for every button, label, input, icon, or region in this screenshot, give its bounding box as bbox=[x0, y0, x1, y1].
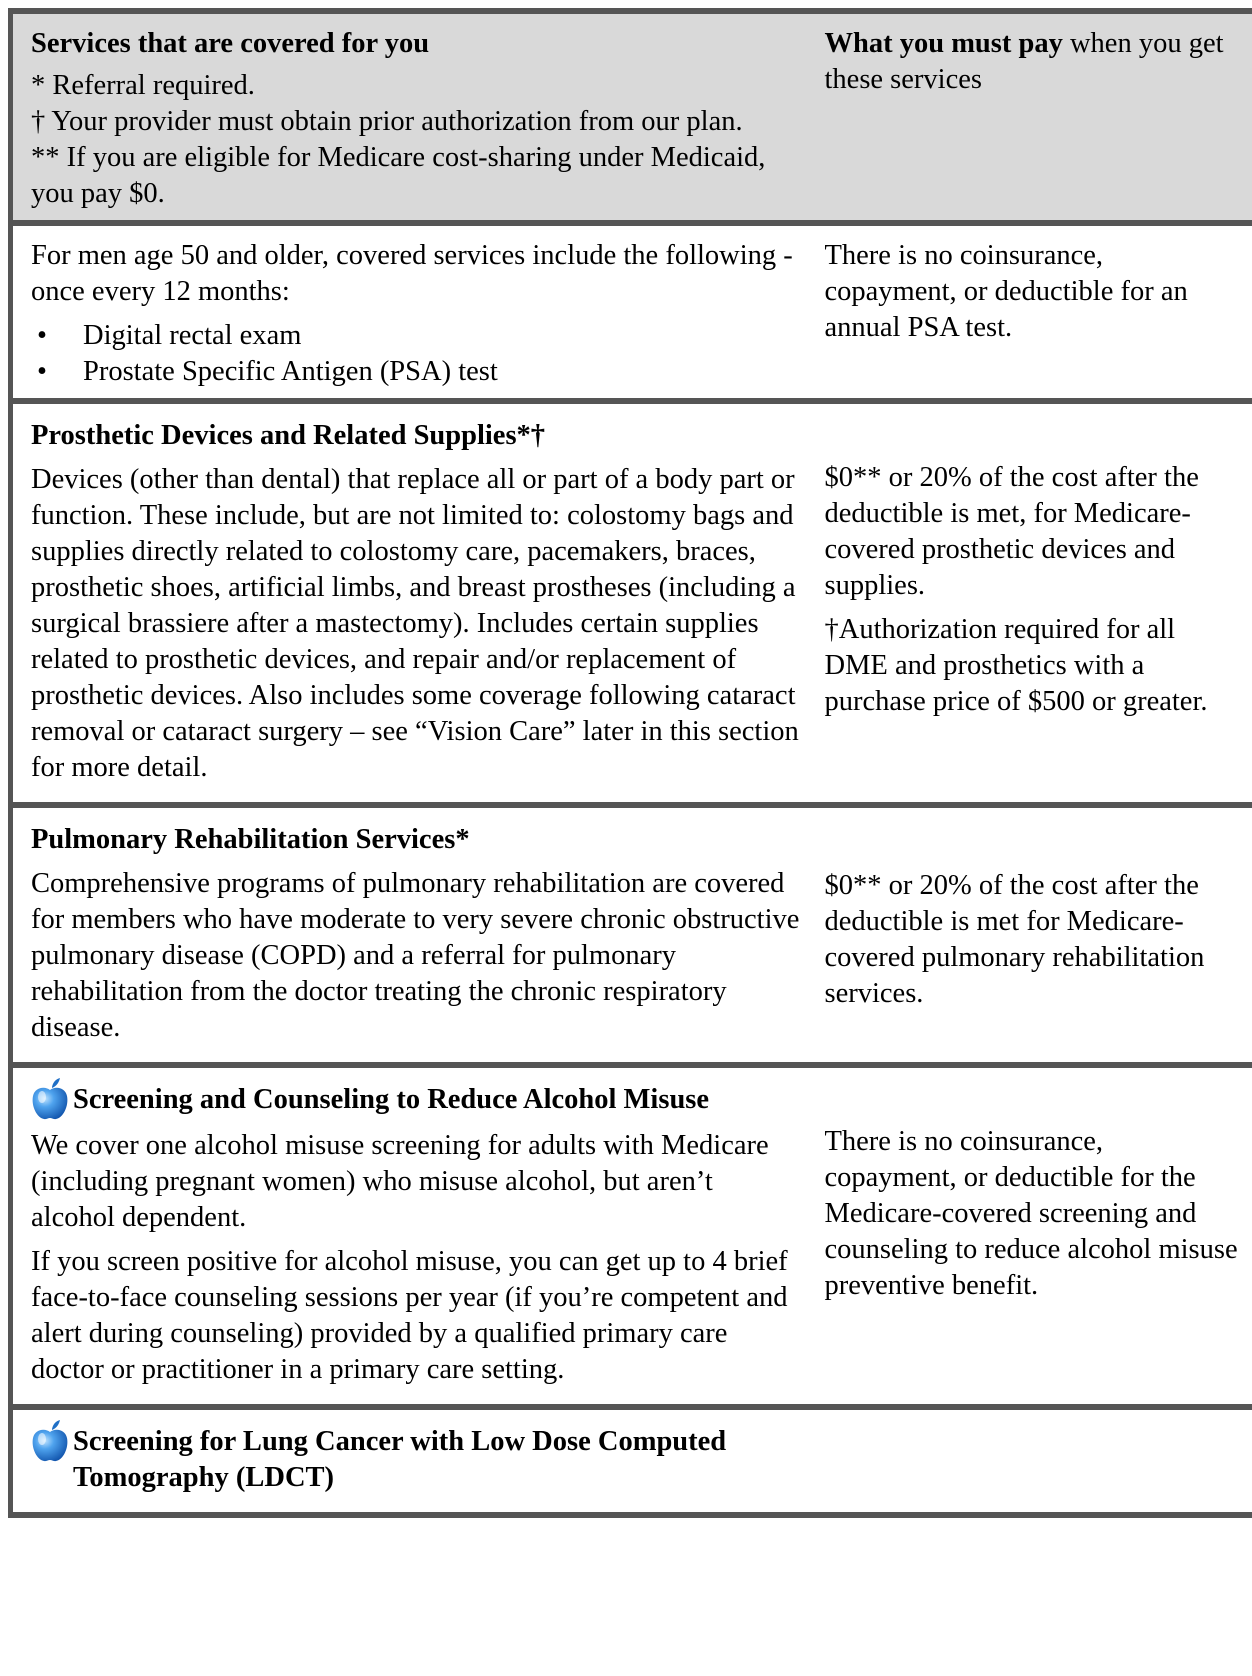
table-row-alcohol-screening bbox=[11, 1065, 1252, 1407]
service-title: Prosthetic Devices and Related Supplies*† bbox=[31, 420, 546, 451]
payment-cell bbox=[813, 805, 1252, 1065]
service-title: Pulmonary Rehabilitation Services* bbox=[31, 824, 470, 855]
header-note-referral: * Referral required. bbox=[31, 70, 255, 101]
benefits-table bbox=[8, 8, 1252, 1518]
payment-cell bbox=[813, 1065, 1252, 1407]
table-row-prostate-screening bbox=[11, 223, 1252, 401]
service-title: Screening for Lung Cancer with Low Dose Computed Tomography (LDCT) bbox=[73, 1426, 727, 1493]
payment-cell bbox=[813, 401, 1252, 805]
service-title-row bbox=[31, 1082, 803, 1120]
header-pay-subtitle: when you get these services bbox=[824, 28, 1224, 95]
header-services-title: Services that are covered for you bbox=[31, 28, 430, 59]
header-pay-title: What you must pay bbox=[824, 28, 1063, 59]
service-cell bbox=[11, 1065, 813, 1407]
table-row-prosthetic-devices bbox=[11, 401, 1252, 805]
service-description: For men age 50 and older, covered services include the following - once every 12 months: bbox=[31, 240, 793, 307]
service-cell bbox=[11, 223, 813, 401]
service-description: We cover one alcohol misuse screening for adults with Medicare (including pregnant women) who misuse alcohol, but aren’t alcohol dependent. bbox=[31, 1130, 769, 1233]
header-left-cell bbox=[11, 11, 813, 223]
apple-preventive-icon bbox=[31, 1420, 69, 1462]
header-note-medicaid: ** If you are eligible for Medicare cost-sharing under Medicaid, you pay $0. bbox=[31, 142, 766, 209]
service-title-row bbox=[31, 1424, 821, 1496]
service-cell bbox=[11, 805, 813, 1065]
header-right-cell bbox=[813, 11, 1252, 223]
service-cell bbox=[11, 1407, 1252, 1515]
payment-authorization-note: †Authorization required for all DME and prosthetics with a purchase price of $500 or greater. bbox=[824, 614, 1208, 717]
apple-preventive-icon bbox=[31, 1078, 69, 1120]
service-description: Devices (other than dental) that replace all or part of a body part or function. These include, but are not limited to: colostomy bags and supplies directly related to colostomy care, pacemakers, braces, prosthetic shoes, artificial limbs, and breast prostheses (including a surgical brassiere after a mastectomy). Includes certain supplies related to prosthetic devices, and repair and/or replacement of prosthetic devices. Also includes some coverage following cataract removal or cataract surgery – see “Vision Care” later in this section for more detail. bbox=[31, 464, 799, 783]
service-bullet-list bbox=[31, 318, 803, 390]
payment-text: There is no coinsurance, copayment, or deductible for the Medicare-covered screening and counseling to reduce alcohol misuse preventive benefit. bbox=[824, 1126, 1238, 1301]
service-title: Screening and Counseling to Reduce Alcohol Misuse bbox=[73, 1084, 710, 1115]
bullet-item: • Prostate Specific Antigen (PSA) test bbox=[31, 354, 803, 390]
table-row-pulmonary-rehab bbox=[11, 805, 1252, 1065]
table-row-lung-cancer-screening bbox=[11, 1407, 1252, 1515]
service-cell bbox=[11, 401, 813, 805]
payment-cell bbox=[813, 223, 1252, 401]
header-note-authorization: † Your provider must obtain prior authorization from our plan. bbox=[31, 106, 743, 137]
service-description: If you screen positive for alcohol misuse, you can get up to 4 brief face-to-face counseling sessions per year (if you’re competent and alert during counseling) provided by a qualified primary care doctor or practitioner in a primary care setting. bbox=[31, 1246, 788, 1385]
table-header-row bbox=[11, 11, 1252, 223]
payment-text: There is no coinsurance, copayment, or deductible for an annual PSA test. bbox=[824, 240, 1188, 343]
service-description: Comprehensive programs of pulmonary rehabilitation are covered for members who have moderate to very severe chronic obstructive pulmonary disease (COPD) and a referral for pulmonary rehabilitation from the doctor treating the chronic respiratory disease. bbox=[31, 868, 800, 1043]
payment-text: $0** or 20% of the cost after the deductible is met for Medicare-covered pulmonary rehabilitation services. bbox=[824, 870, 1205, 1009]
payment-text: $0** or 20% of the cost after the deductible is met, for Medicare-covered prosthetic devices and supplies. bbox=[824, 462, 1199, 601]
bullet-item: • Digital rectal exam bbox=[31, 318, 803, 354]
